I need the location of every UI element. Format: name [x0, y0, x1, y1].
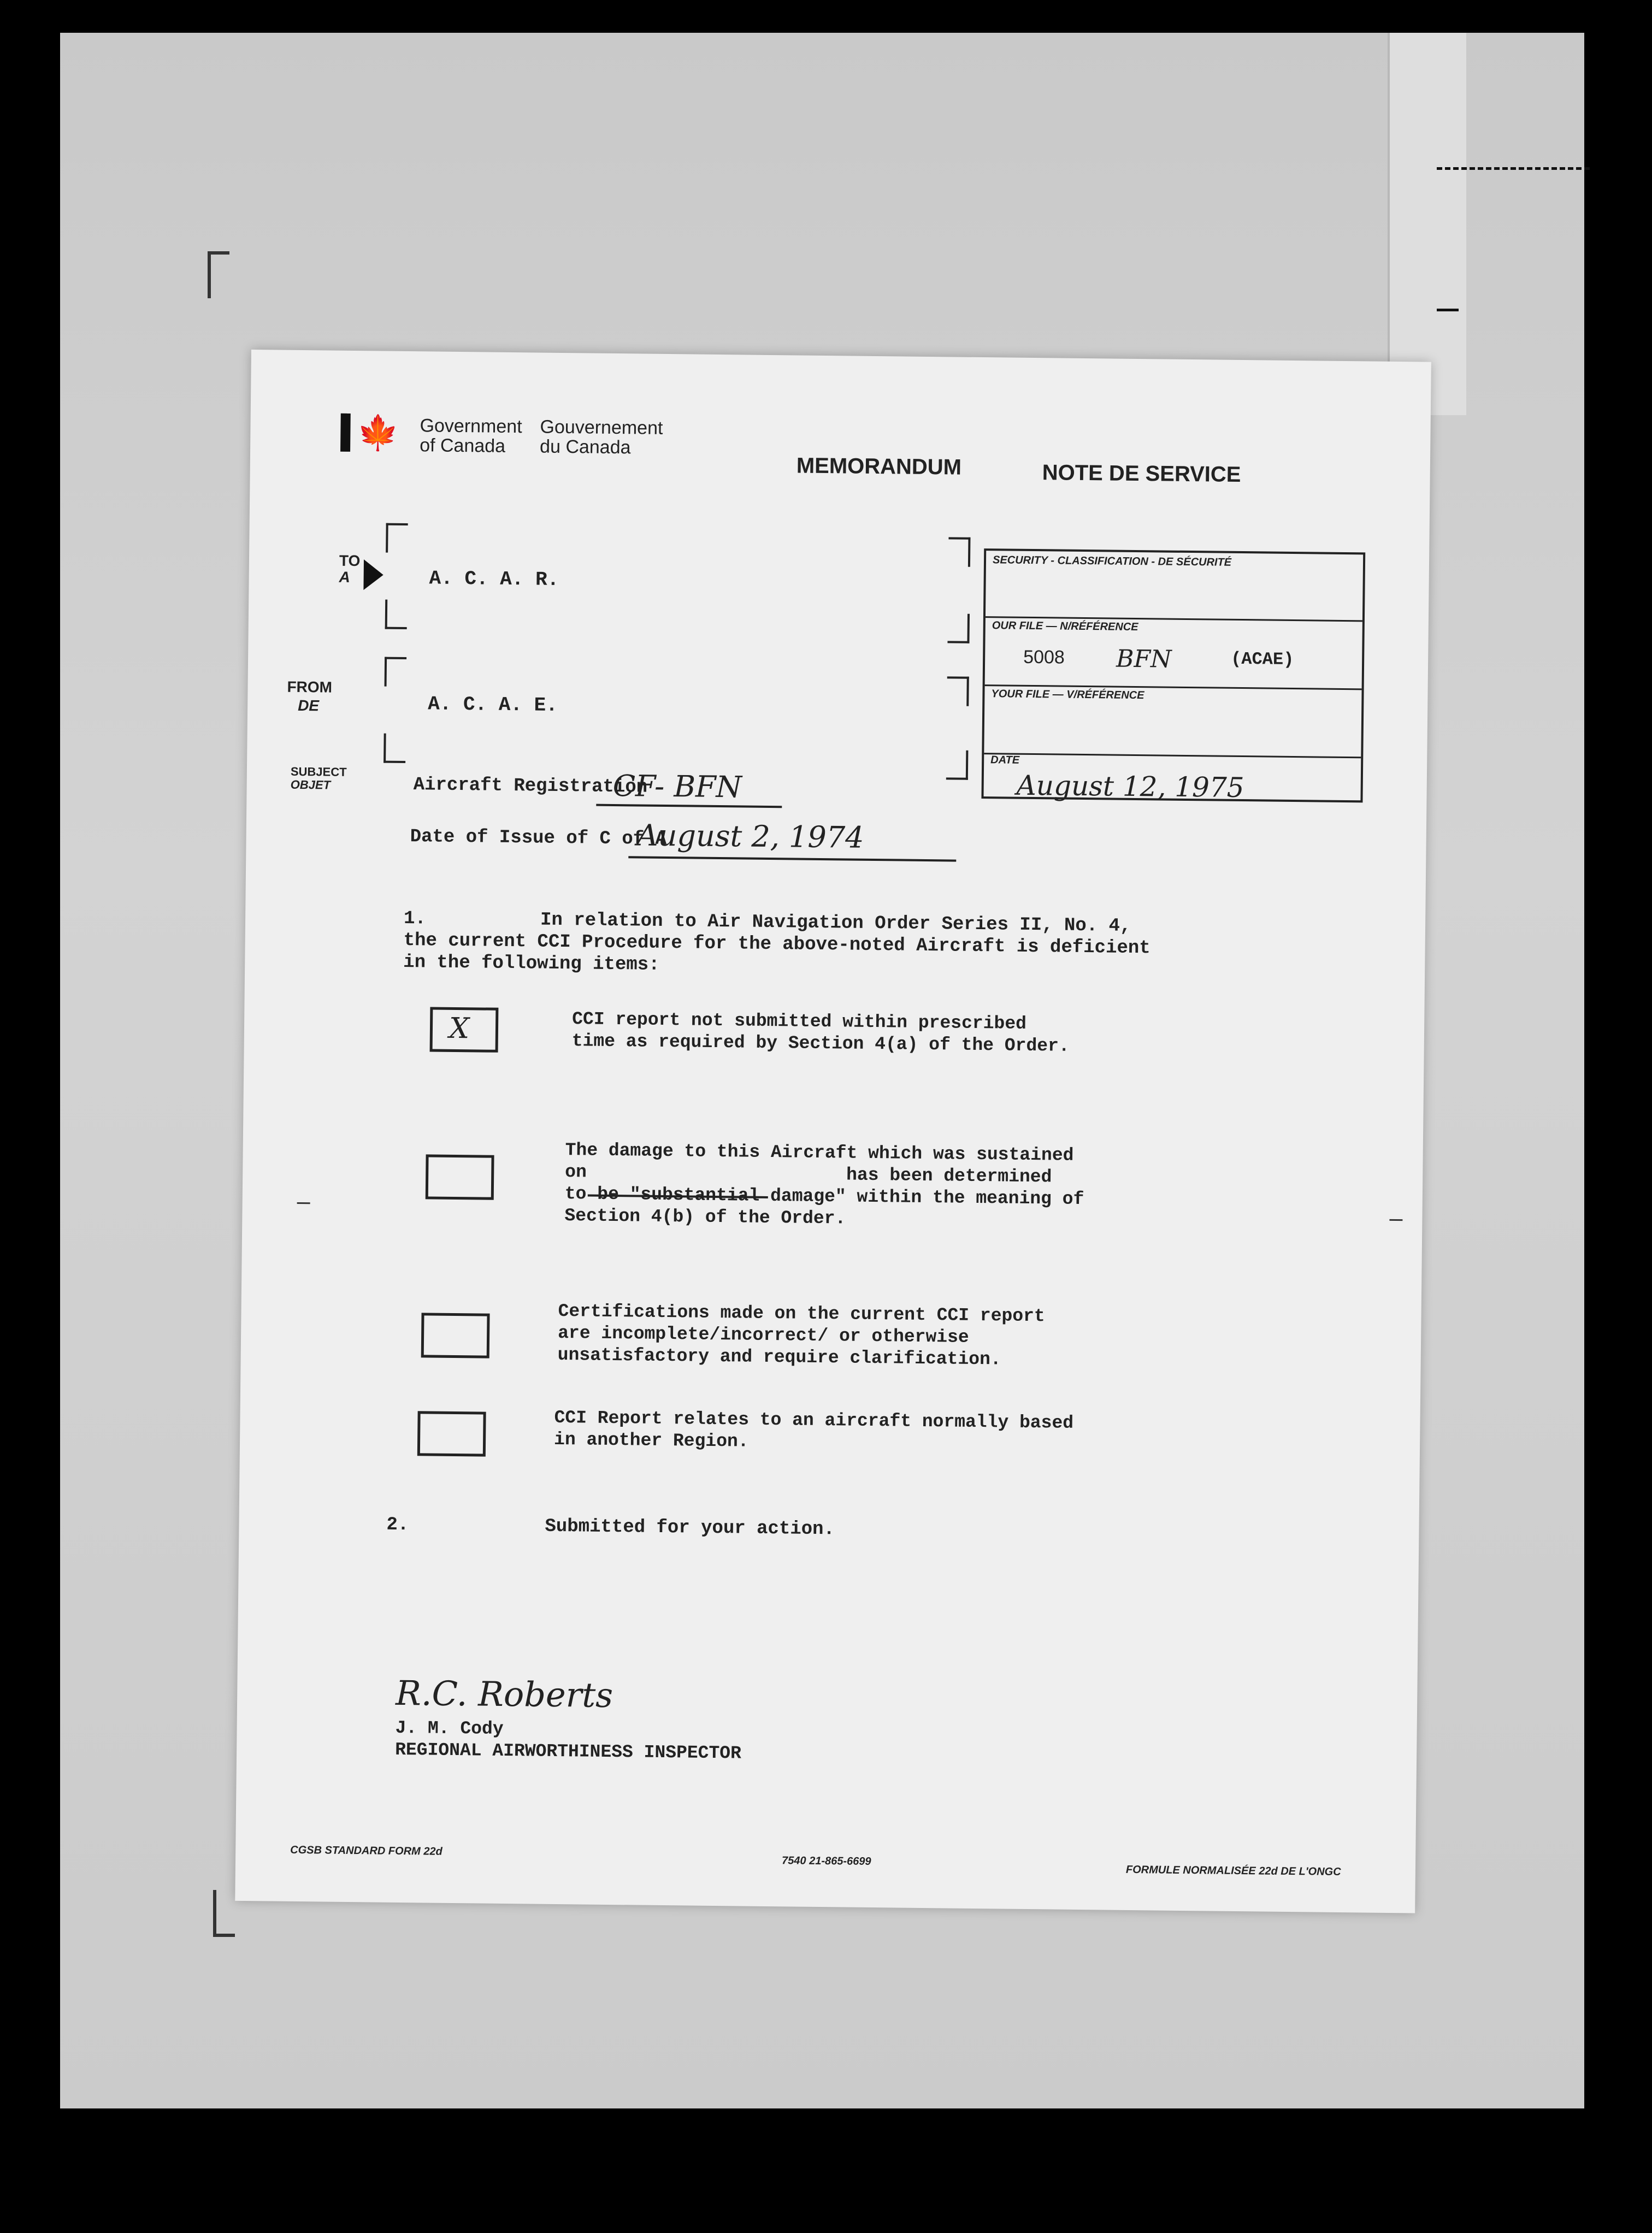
from-bracket-top-right	[947, 676, 969, 706]
issue-date-label: Date of Issue of C of A	[410, 826, 667, 850]
issue-date-underline	[628, 856, 956, 861]
date-row: DATE August 12, 1975	[990, 754, 1244, 804]
to-value: A. C. A. R.	[429, 567, 559, 591]
canada-flag-icon: 🍁	[340, 413, 412, 452]
from-bracket-bottom-left	[384, 734, 406, 763]
security-classification-row: SECURITY - CLASSIFICATION - DE SÉCURITÉ	[986, 551, 1363, 622]
margin-tick	[297, 1202, 310, 1204]
footer-form-en: CGSB STANDARD FORM 22d	[290, 1844, 442, 1858]
registration-label: Aircraft Registration	[413, 775, 648, 798]
paragraph-1-line: the current CCI Procedure for the above-noted Aircraft is deficient	[403, 930, 1150, 959]
signer-name: J. M. Cody	[395, 1717, 504, 1739]
subject-label: SUBJECT OBJET	[290, 764, 347, 792]
date-handwritten: August 12, 1975	[1016, 769, 1244, 804]
crop-mark-top-left	[208, 251, 229, 298]
your-file-row: YOUR FILE — V/RÉFÉRENCE	[984, 684, 1361, 758]
underlying-sheet	[1388, 33, 1466, 415]
checkbox-other-region[interactable]	[417, 1411, 486, 1456]
issue-date-value: August 2, 1974	[636, 818, 864, 855]
government-en: Government of Canada	[419, 415, 522, 457]
from-value: A. C. A. E.	[428, 693, 558, 717]
title-memorandum: MEMORANDUM	[796, 453, 962, 480]
to-bracket-bottom-right	[947, 613, 970, 643]
footer-stock-number: 7540 21-865-6699	[781, 1854, 871, 1868]
checkbox-certifications[interactable]	[421, 1313, 490, 1358]
registration-underline	[596, 804, 782, 808]
paragraph-1-line: In relation to Air Navigation Order Series II, No. 4,	[540, 909, 1131, 937]
our-file-suffix: (ACAE)	[1230, 648, 1294, 670]
our-file-row: OUR FILE — N/RÉFÉRENCE 5008 BFN (ACAE)	[985, 616, 1362, 690]
from-label: FROM DE	[287, 678, 333, 714]
item-certifications: Certifications made on the current CCI report are incomplete/incorrect/ or otherwise unsatisfactory and require clarification.	[557, 1301, 1045, 1370]
from-bracket-top-left	[385, 657, 407, 687]
signer-title: REGIONAL AIRWORTHINESS INSPECTOR	[394, 1739, 742, 1764]
title-note-de-service: NOTE DE SERVICE	[1042, 460, 1241, 487]
arrow-guide-mark	[1437, 309, 1459, 311]
our-file-handwritten: BFN	[1116, 645, 1172, 674]
registration-value: CF- BFN	[612, 768, 742, 805]
paragraph-1-number: 1.	[403, 908, 427, 930]
checkbox-x-mark: X	[449, 1012, 470, 1045]
dashed-guide-mark	[1437, 167, 1590, 170]
signature-handwritten: R.C. Roberts	[395, 1673, 613, 1716]
reference-box	[981, 548, 1365, 802]
item-substantial-damage: The damage to this Aircraft which was sustained on has been determined to be "substantial damage" within the meaning of Section 4(b) of the Order.	[564, 1140, 1084, 1229]
crop-mark-bottom-left	[213, 1890, 235, 1937]
to-bracket-top-right	[948, 537, 971, 566]
item-other-region: CCI Report relates to an aircraft normally based in another Region.	[553, 1407, 1074, 1452]
checkbox-substantial-damage[interactable]	[426, 1154, 494, 1200]
checkbox-late-report[interactable]	[430, 1007, 499, 1052]
from-bracket-bottom-right	[946, 750, 969, 779]
memorandum-sheet	[235, 350, 1431, 1913]
government-fr: Gouvernement du Canada	[539, 416, 663, 458]
to-label: TO A	[339, 552, 361, 586]
item-late-report: CCI report not submitted within prescribed time as required by Section 4(a) of the Order.	[571, 1009, 1070, 1056]
paragraph-2-text: Submitted for your action.	[545, 1516, 835, 1540]
footer-form-fr: FORMULE NORMALISÉE 22d DE L'ONGC	[1125, 1863, 1341, 1878]
paragraph-1-line: in the following items:	[403, 952, 660, 976]
paragraph-2-number: 2.	[386, 1514, 409, 1536]
our-file-number: 5008	[1023, 646, 1065, 668]
margin-tick	[1389, 1219, 1402, 1221]
to-bracket-top-left	[386, 523, 408, 553]
to-arrow-icon	[363, 559, 384, 590]
to-bracket-bottom-left	[385, 600, 408, 629]
